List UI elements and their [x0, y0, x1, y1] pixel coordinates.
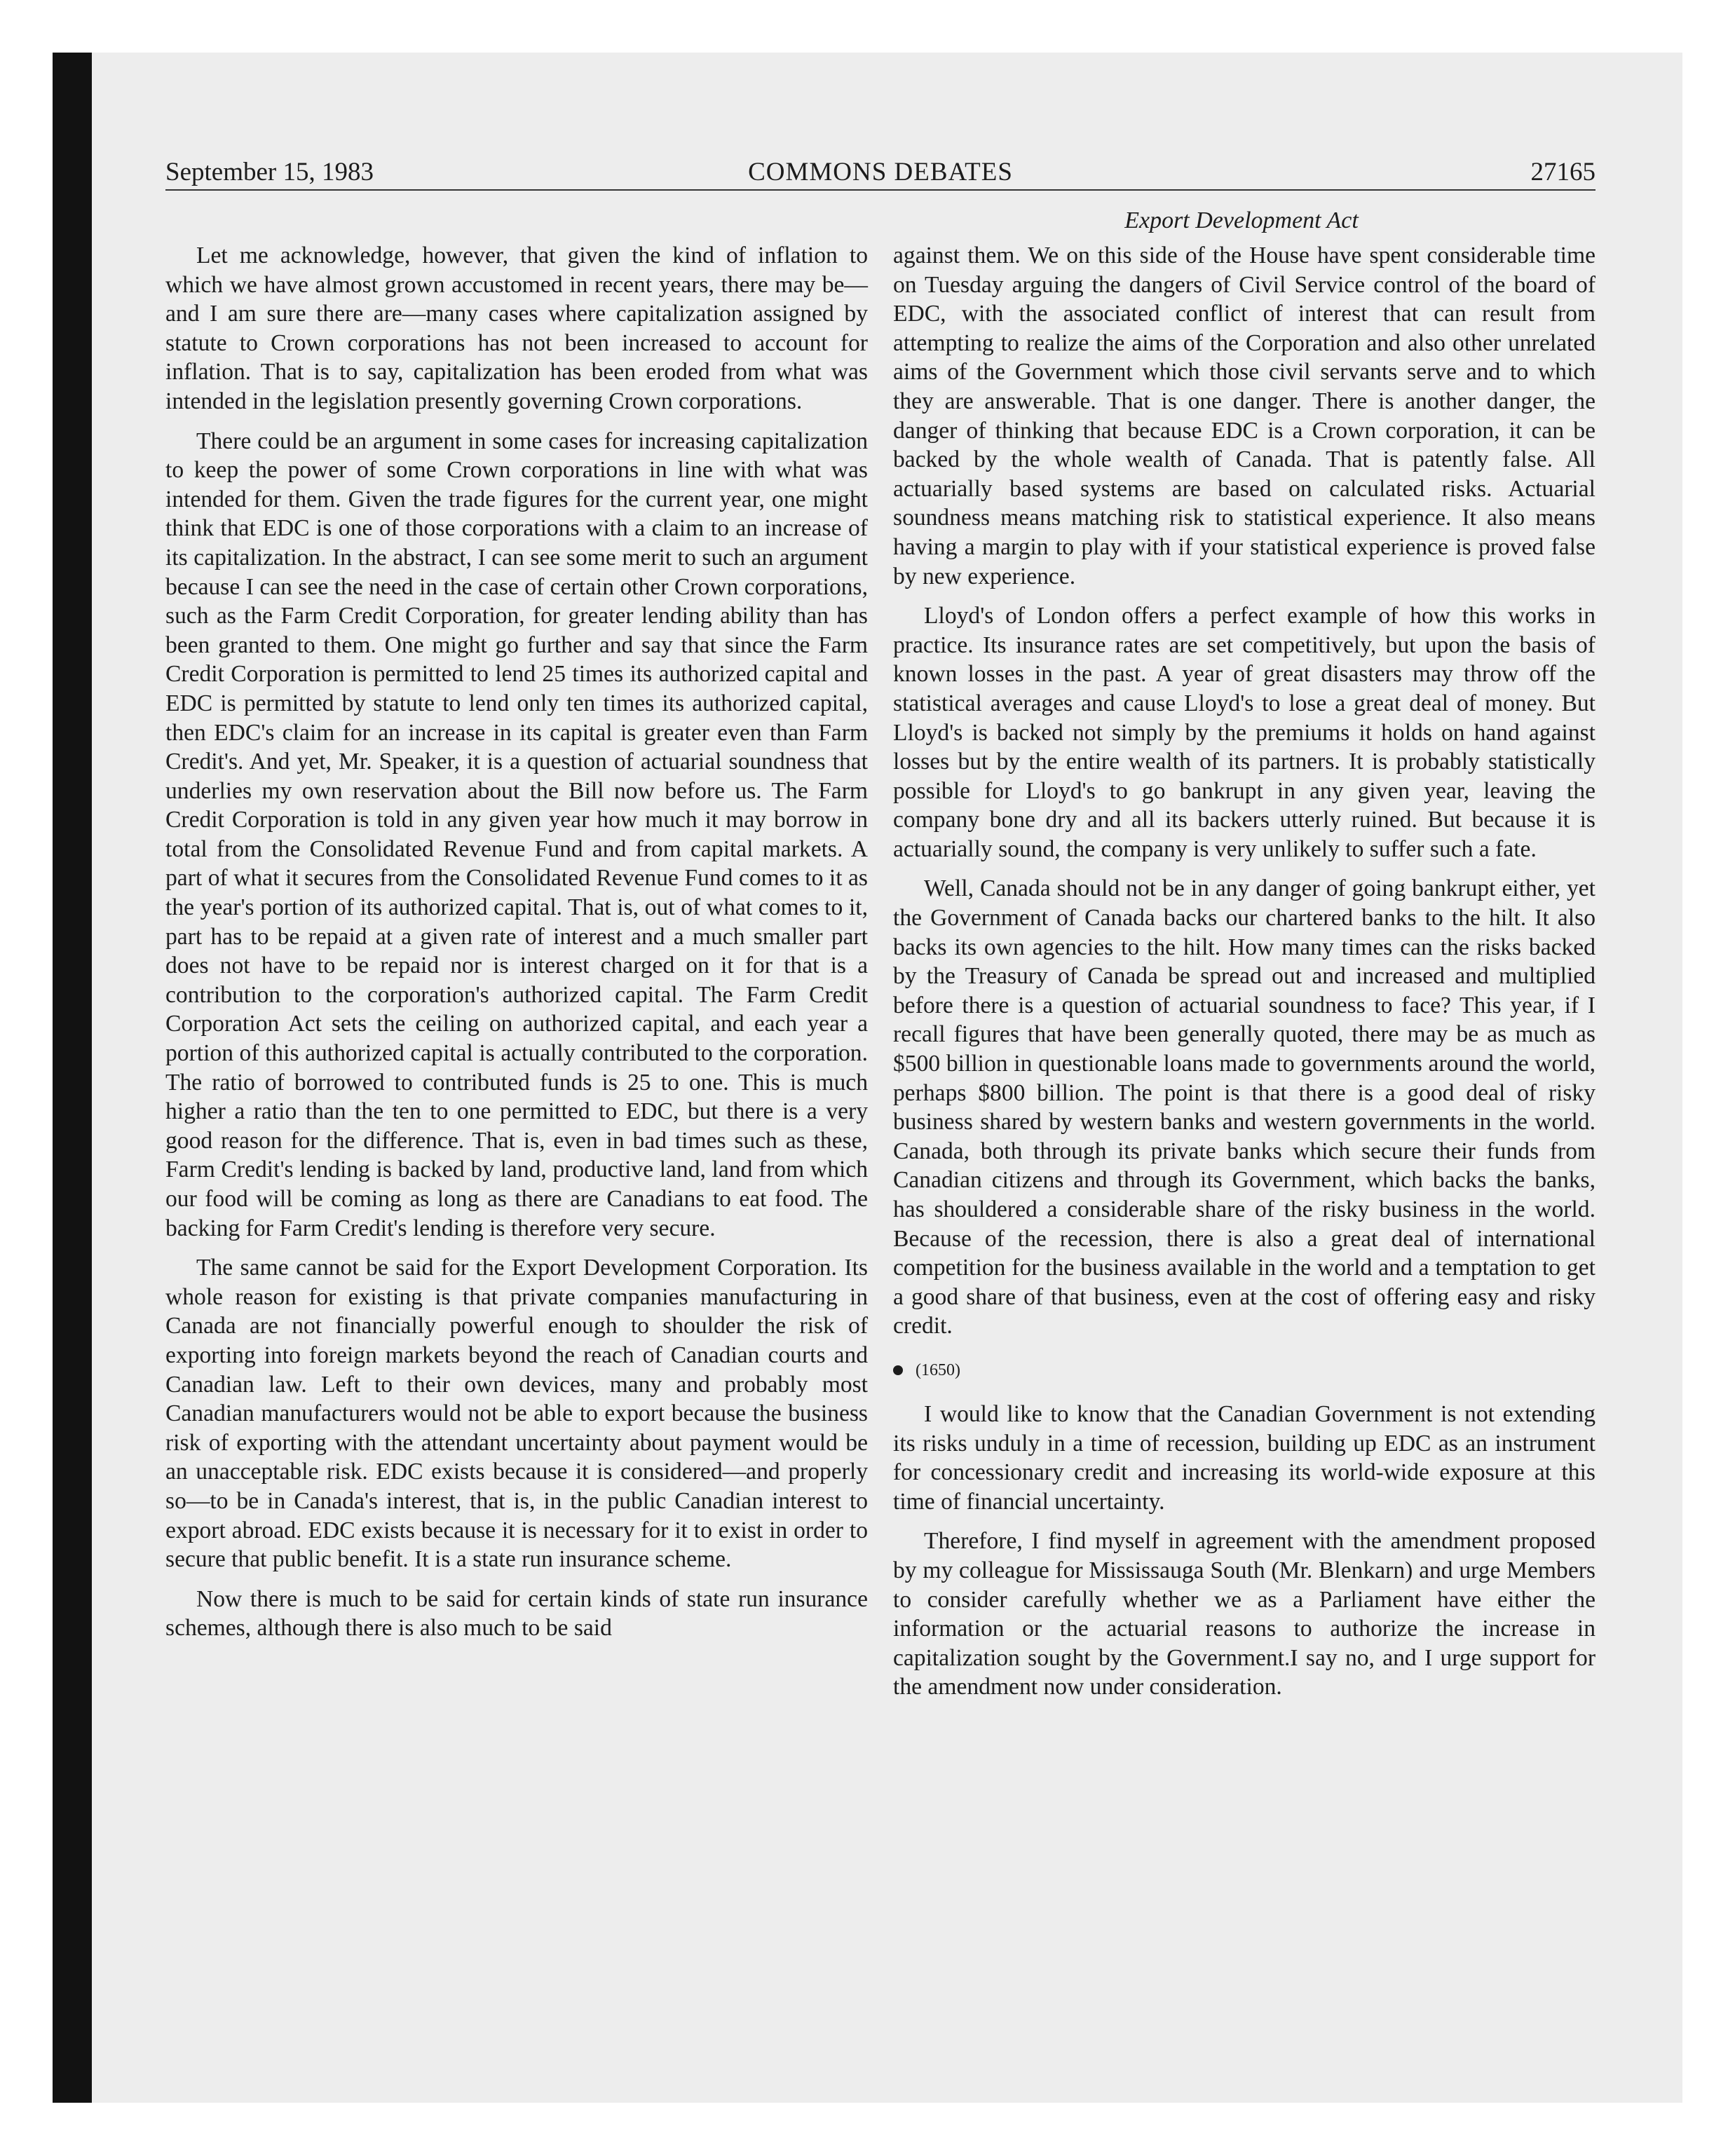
left-column [165, 241, 868, 1653]
page-header [165, 156, 1595, 191]
paragraph: against them. We on this side of the House have spent considerable time on Tuesday arguing the dangers of Civil Service control of the board of EDC, with the associated conflict of interest that can result from attempting to realize the aims of the Corporation and also other unrelated aims of the Government which those civil servants serve and to which they are answerable. That is one danger. There is another danger, the danger of thinking that because EDC is a Crown corporation, it can be backed by the whole wealth of Canada. That is patently false. All actuarially based systems are based on calculated risks. Actuarial soundness means matching risk to statistical experience. It also means having a margin to play with if your statistical experience is proved false by new experience. [893, 243, 1595, 589]
paragraph: Now there is much to be said for certain kinds of state run insurance schemes, although there is also much to be said [165, 1585, 868, 1642]
header-date: September 15, 1983 [165, 158, 374, 186]
paragraph: Therefore, I find myself in agreement with the amendment proposed by my colleague for Mississauga South (Mr. Blenkarn) and urge Members to consider carefully whether we as a Parliament have either the information or the actuarial reasons to authorize the increase in capitalization sought by the Government.I say no, and I urge support for the amendment now under consideration. [893, 1528, 1595, 1700]
time-marker [893, 1358, 1595, 1383]
paragraph: Well, Canada should not be in any danger of going bankrupt either, yet the Government of Canada backs our chartered banks to the hilt. It also backs its own agencies to the hilt. How many times can the risks backed by the Treasury of Canada be spread out and increased and multiplied before there is a question of actuarial soundness to face? This year, if I recall figures that have been generally quoted, there may be as much as $500 billion in questionable loans made to governments around the world, perhaps $800 billion. The point is that there is a good deal of risky business shared by western banks and western governments in the world. Canada, both through its private banks which secure their funds from Canadian citizens and through its Government, which backs the banks, has shouldered a considerable share of the risky business in the world. Because of the recession, there is also a great deal of international competition for the business available in the world and a temptation to get a good share of that business, even at the cost of offering easy and risky credit. [893, 875, 1595, 1339]
header-publication: COMMONS DEBATES [748, 158, 1013, 186]
paragraph: Lloyd's of London offers a perfect example of how this works in practice. Its insurance rates are set competitively, but upon the basis of known losses in the past. A year of great disasters may throw off the statistical averages and cause Lloyd's to lose a great deal of money. But Lloyd's is backed not simply by the premiums it holds on hand against losses but by the entire wealth of its partners. It is probably statistically possible for Lloyd's to go bankrupt in any given year, leaving the company bone dry and all its backers utterly ruined. But because it is actuarially sound, the company is very unlikely to suffer such a fate. [893, 603, 1595, 862]
right-column [893, 241, 1595, 1712]
paragraph: I would like to know that the Canadian Government is not extending its risks unduly in a time of recession, building up EDC as an instrument for concessionary credit and increasing its world-wide exposure at this time of financial uncertainty. [893, 1400, 1595, 1515]
running-title: Export Development Act [1124, 207, 1359, 233]
paragraph: There could be an argument in some cases for increasing capitalization to keep the power of some Crown corporations in line with what was intended for them. Given the trade figures for the current year, one might think that EDC is one of those corporations with a claim to an increase of its capitalization. In the abstract, I can see some merit to such an argument because I can see the need in the case of certain other Crown corporations, such as the Farm Credit Corporation, for greater lending ability than has been granted to them. One might go further and say that since the Farm Credit Corporation is permitted to lend 25 times its authorized capital and EDC is permitted by statute to lend only ten times its authorized capital, then EDC's claim for an increase in its capital is greater even than Farm Credit's. And yet, Mr. Speaker, it is a question of actuarial soundness that underlies my own reservation about the Bill now before us. The Farm Credit Corporation is told in any given year how much it may borrow in total from the Consolidated Revenue Fund and from capital markets. A part of what it secures from the Consolidated Revenue Fund comes to it as the year's portion of its authorized capital. That is, out of what comes to it, part has to be repaid at a given rate of interest and a much smaller part does not have to be repaid nor is interest charged on it for that is a contribution to the corporation's authorized capital. The Farm Credit Corporation Act sets the ceiling on authorized capital, and each year a portion of this authorized capital is actually contributed to the corporation. The ratio of borrowed to contributed funds is 25 to one. This is much higher a ratio than the ten to one permitted to EDC, but there is a very good reason for the difference. That is, even in bad times such as these, Farm Credit's lending is backed by land, productive land, land from which our food will be coming as long as there are Canadians to eat food. The backing for Farm Credit's lending is therefore very secure. [165, 428, 868, 1241]
header-page-number: 27165 [1530, 158, 1595, 186]
paragraph: The same cannot be said for the Export Development Corporation. Its whole reason for existing is that private companies manufacturing in Canada are not financially powerful enough to shoulder the risk of exporting into foreign markets beyond the reach of Canadian courts and Canadian law. Left to their own devices, many and probably most Canadian manufacturers would not be able to export because the business risk of exporting with the attendant uncertainty about payment would be an unacceptable risk. EDC exists because it is considered—and properly so—to be in Canada's interest, that is, in the public Canadian interest to export abroad. EDC exists because it is necessary for it to exist in order to secure that public benefit. It is a state run insurance scheme. [165, 1255, 868, 1573]
bullet-icon [893, 1365, 903, 1375]
scan-edge-bar [53, 53, 92, 2103]
time-marker-label: (1650) [916, 1360, 960, 1379]
paragraph: Let me acknowledge, however, that given the kind of inflation to which we have almost grown accustomed in recent years, there may be—and I am sure there are—many cases where capitalization assigned by statute to Crown corporations has not been increased to account for inflation. That is to say, capitalization has been eroded from what was intended in the legislation presently governing Crown corporations. [165, 243, 868, 414]
